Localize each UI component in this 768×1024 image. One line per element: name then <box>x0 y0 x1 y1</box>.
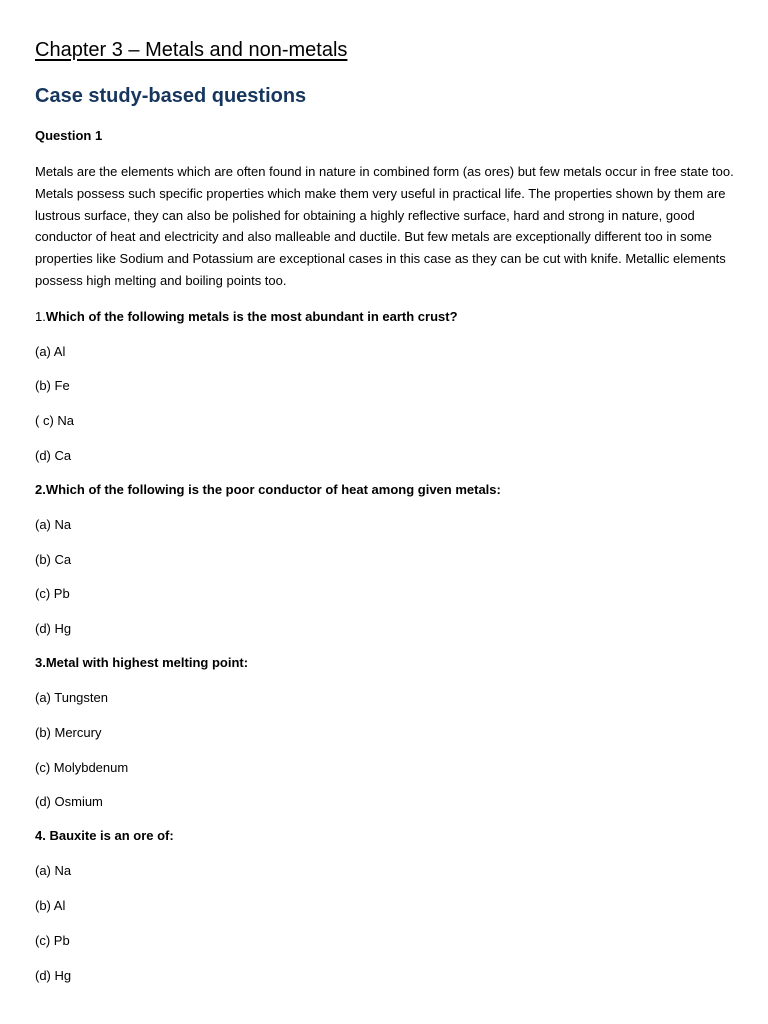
question-block-4 <box>35 827 735 984</box>
option-a: (a) Tungsten <box>35 689 108 705</box>
option-d: (d) Hg <box>35 621 72 637</box>
option-d: (d) Osmium <box>35 794 103 810</box>
option-b: (b) Al <box>35 897 66 913</box>
question-prompt: Which of the following metals is the most abundant in earth crust? <box>45 308 458 324</box>
question-number: 4. <box>35 828 50 844</box>
option-b: (b) Mercury <box>35 724 102 740</box>
option-b: (b) Fe <box>35 378 70 394</box>
question-text <box>35 481 735 499</box>
question-prompt: Which of the following is the poor conductor of heat among given metals: <box>45 481 501 497</box>
option-a: (a) Al <box>35 343 66 359</box>
option-c: (c) Molybdenum <box>35 759 129 775</box>
chapter-title: Chapter 3 – Metals and non-metals <box>35 39 348 61</box>
question-prompt: Bauxite is an ore of: <box>49 828 174 844</box>
question-prompt: Metal with highest melting point: <box>45 655 249 671</box>
option-b: (b) Ca <box>35 551 72 567</box>
option-c: ( c) Na <box>35 413 74 429</box>
question-block-2 <box>35 481 735 638</box>
option-d: (d) Hg <box>35 967 72 983</box>
document-page <box>35 36 735 985</box>
question-text <box>35 308 735 326</box>
question-number: 2. <box>35 481 46 497</box>
question-number: 3. <box>35 655 46 671</box>
option-a: (a) Na <box>35 516 72 532</box>
question-label: Question 1 <box>35 128 103 143</box>
question-block-3 <box>35 654 735 811</box>
option-d: (d) Ca <box>35 447 72 463</box>
option-a: (a) Na <box>35 863 72 879</box>
question-text <box>35 827 735 845</box>
case-passage: Metals are the elements which are often found in nature in combined form (as ores) but few metals occur in free state too. Metals possess such specific properties which make them very useful in practical life. The properties shown by them are lustrous surface, they can also be polished for obtaining a highly reflective surface, hard and strong in nature, good conductor of heat and electricity and also malleable and ductile. But few metals are exceptionally different too in some properties like Sodium and Potassium are exceptional cases in this case as they can be cut with knife. Metallic elements possess high melting and boiling points too. <box>35 164 734 288</box>
question-text <box>35 654 735 672</box>
option-c: (c) Pb <box>35 932 70 948</box>
section-title: Case study-based questions <box>35 85 307 107</box>
question-block-1 <box>35 308 735 465</box>
question-number: 1. <box>35 308 46 324</box>
option-c: (c) Pb <box>35 586 70 602</box>
